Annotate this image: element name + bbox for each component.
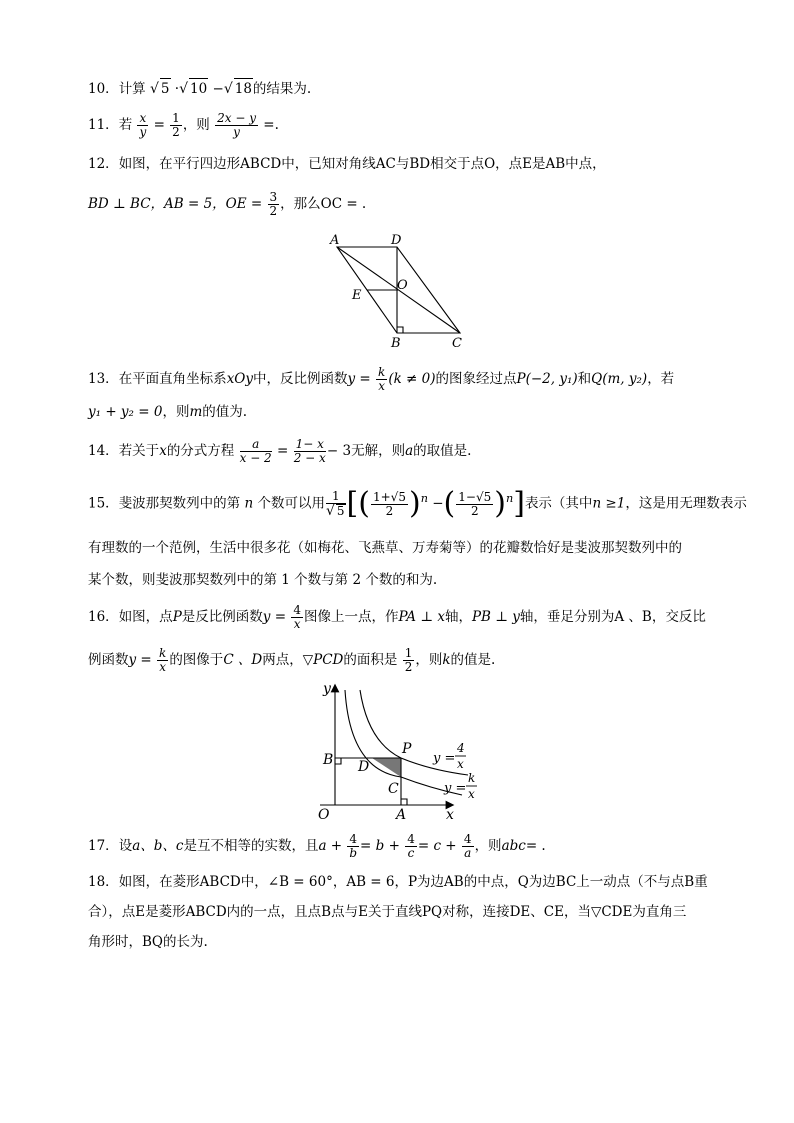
label-c: C [452, 336, 462, 351]
question-13-line-2 [88, 402, 247, 422]
right-angle-b [335, 758, 341, 764]
shaded-triangle-pcd [372, 758, 401, 777]
label-a: A [330, 233, 340, 248]
q16-number: 16． [88, 609, 119, 625]
q15-fraction-coef: $\frac{1}{√ 5}$ [325, 489, 345, 519]
q11-fraction-xy [137, 112, 148, 139]
q16-triangle: ▽PCD [302, 652, 344, 668]
q16-mid3: 轴， [444, 609, 472, 625]
q10-suffix: 的结果为. [252, 81, 312, 97]
q14-tail: 的取值是. [413, 443, 472, 459]
q13-prefix: 在平面直角坐标系 [118, 371, 227, 387]
q15-n: n [244, 495, 254, 512]
q11-number: 11． [88, 117, 119, 133]
q16-tail: ，交反比 [651, 609, 706, 625]
q12-text-2a: BD ⊥ BC，AB = 5，OE = [88, 196, 263, 212]
right-angle-a [401, 799, 407, 805]
q17-four-1: 4 [349, 832, 358, 846]
q14-minus3: − 3 [326, 443, 352, 459]
label-o: O [397, 278, 408, 293]
q15-tail: ，这是用无理数表示 [625, 495, 747, 512]
q13-mid: 中，反比例函数 [253, 371, 348, 387]
q12-frac-den: 2 [269, 204, 278, 218]
q11-prefix: 若 [118, 117, 133, 133]
parallelogram-abcd [337, 247, 460, 333]
q12-fraction [268, 191, 280, 218]
q10-radicand-1: 5 [160, 78, 171, 99]
q13-tail: ，若 [647, 371, 675, 387]
q13-xoy: xOy [226, 371, 253, 387]
curve-label-2-num: k [468, 771, 476, 785]
curve-label-2-lhs: y = [444, 781, 467, 796]
q18-number: 18． [88, 874, 119, 890]
q14-mid: 的分式方程 [166, 443, 235, 459]
q13-x: x [378, 379, 386, 393]
q16-fraction-half [403, 647, 415, 674]
q13-k: k [378, 365, 386, 379]
q15-mid: 个数可以用 [257, 495, 325, 512]
question-16-line-2: 例函数y = $\frac{k}{x}$ 的图像于C 、D两点，▽PCD的面积是 $\frac{1}{2}$ ，则k的值是. [88, 646, 496, 674]
q13-text-2a: y₁ + y₂ = 0 [88, 404, 163, 420]
q16-p: P [172, 609, 182, 625]
q16-one: 1 [404, 646, 413, 660]
q16-two: 2 [404, 660, 413, 674]
q11-half-num: 1 [172, 111, 180, 125]
q14-equals: = [277, 443, 289, 459]
q11-suffix: =. [263, 117, 279, 133]
label-p: P [402, 741, 412, 757]
question-15-line-1: 15．斐波那契数列中的第 n 个数可以用 $\frac{1}{√ 5}$ [( $\frac{1+√5}{2}$ )$^n$ −( $\frac{1-√5}{2}$ )$^n$]表示（其中n ≥1，这是用无理数表示 [88, 486, 747, 521]
q13-text-2c: 的值为. [202, 404, 248, 420]
q16-text-2e: ，则 [415, 652, 443, 668]
question-14 [88, 438, 471, 465]
question-15-line-2: 有理数的一个范例，生活中很多花（如梅花、飞燕草、万寿菊等）的花瓣数恰好是斐波那契数列中的 [88, 540, 682, 556]
q14-a-den: x − 2 [239, 451, 272, 465]
q13-cond: (k ≠ 0) [388, 371, 436, 387]
q17-four-2: 4 [407, 832, 415, 846]
label-c: C [388, 781, 399, 797]
q17-mid: 是互不相等的实数，且 [183, 838, 319, 854]
q11-expr-num: 2x − y [217, 111, 256, 125]
q15-number: 15． [88, 495, 119, 512]
q13-m: m [189, 404, 203, 420]
q17-prod: abc [501, 838, 526, 854]
q15-t2-num: 1−√5 [458, 489, 492, 504]
q17-b: b [349, 846, 358, 860]
q10-prefix: 计算 [118, 81, 146, 97]
q16-text-2f: 的值是. [450, 652, 496, 668]
q17-a: a + [318, 838, 343, 854]
q14-number: 14． [88, 443, 119, 459]
q17-aa: a [464, 846, 472, 860]
question-12-line-1 [88, 154, 606, 174]
q16-text-2c: 两点， [262, 652, 303, 668]
question-18-line-2: 合），点E是菱形ABCD内的一点，且点B点与E关于直线PQ对称，连接DE、CE，当▽CDE为直角三 [88, 904, 687, 920]
q16-pa: PA ⊥ x [398, 609, 445, 625]
axis-label-x: x [446, 807, 454, 823]
q10-number: 10． [88, 81, 119, 97]
question-17 [88, 833, 546, 860]
right-angle-mark [397, 327, 403, 333]
question-12-line-2 [88, 191, 366, 218]
q15-t1-num: 1+√5 [372, 489, 406, 504]
q15-prefix: 斐波那契数列中的第 [118, 495, 241, 512]
q11-x: x [139, 111, 147, 125]
q14-b-den: 2 − x [293, 451, 326, 465]
q17-eq2: = c + [417, 838, 457, 854]
q16-k: k [159, 646, 167, 660]
q16-pb: PB ⊥ y [471, 609, 520, 625]
curve-label-2-den: x [468, 787, 475, 801]
curve-4-over-x [360, 690, 468, 775]
label-b: B [391, 336, 401, 351]
q16-prefix: 如图，点 [118, 609, 173, 625]
q14-a-num: a [240, 438, 272, 452]
question-11 [88, 112, 279, 139]
q15-cond: n ≥1 [592, 495, 626, 512]
q12-text-1: 如图，在平行四边形ABCD中，已知对角线AC与BD相交于点O，点E是AB中点， [118, 156, 606, 172]
q12-frac-num: 3 [269, 190, 278, 204]
diagonal-ac [337, 247, 460, 333]
q11-equals: = [153, 117, 165, 133]
question-16-line-1 [88, 604, 706, 631]
q16-fraction-kx [157, 647, 168, 674]
q13-point-q: Q(m, y₂) [591, 371, 648, 387]
q14-post: 无解，则 [351, 443, 406, 459]
question-15-line-3: 某个数，则斐波那契数列中的第 1 个数与第 2 个数的和为. [88, 572, 438, 588]
q13-post: 的图象经过点 [435, 371, 517, 387]
q12-text-2b: ，那么OC = . [280, 196, 367, 212]
q11-half-den: 2 [172, 125, 180, 139]
q11-mid: ，则 [182, 117, 210, 133]
q15-one: 1 [326, 490, 346, 504]
q10-radicand-3: 18 [234, 78, 253, 99]
label-a: A [396, 807, 407, 823]
curve-k-over-x [345, 690, 462, 795]
q16-mid1: 是反比例函数 [181, 609, 263, 625]
curve-label-1-den: x [457, 757, 464, 771]
q13-point-p: P(−2, y₁) [516, 371, 578, 387]
q16-text-2a: 例函数 [88, 652, 129, 668]
q16-four: 4 [293, 603, 301, 617]
q14-x: x [159, 443, 167, 459]
q13-number: 13． [88, 371, 119, 387]
q13-fraction [376, 366, 387, 393]
q11-fraction-half [170, 112, 182, 139]
q16-mid2: 图像上一点，作 [303, 609, 399, 625]
q15-power-1: n [420, 492, 428, 505]
q16-cd: C 、D [223, 652, 263, 668]
q17-four-3: 4 [463, 832, 472, 846]
q11-fraction-expr [215, 112, 258, 139]
q11-y: y [139, 125, 147, 139]
q16-kk: k [442, 652, 451, 668]
q17-fraction-b [347, 833, 359, 860]
q15-t2-den: 2 [470, 503, 479, 518]
q18-text-1: 如图，在菱形ABCD中，∠B = 60°，AB = 6，P为边AB的中点，Q为边BC上一动点（不与点B重 [118, 874, 708, 890]
q16-y-eq: y = [262, 609, 287, 625]
q16-x: x [293, 617, 301, 631]
q14-fraction-b [294, 438, 326, 465]
curve-label-1-lhs: y = [433, 751, 456, 766]
q17-prefix: 设 [118, 838, 133, 854]
q11-expr-den: y [233, 125, 240, 139]
q10-radicand-2: 10 [189, 78, 208, 99]
label-origin: O [318, 807, 330, 823]
label-d: D [358, 759, 370, 775]
q13-y-eq: y = [347, 371, 371, 387]
q17-post: ，则 [474, 838, 502, 854]
q12-number: 12． [88, 156, 119, 172]
q13-text-2b: ，则 [162, 404, 190, 420]
q17-fraction-c [405, 833, 417, 860]
q17-abc: a、b、c [132, 838, 184, 854]
q13-and: 和 [577, 371, 592, 387]
q14-a: a [405, 443, 414, 459]
q15-post: 表示（其中 [524, 495, 593, 512]
q14-fraction-a [240, 438, 272, 465]
label-e: E [352, 288, 362, 303]
q16-fraction-4x [291, 604, 303, 631]
q15-fraction-t2 [456, 491, 493, 518]
q16-mid4: 轴，垂足分别为 [519, 609, 615, 625]
q17-fraction-a [462, 833, 474, 860]
question-18-line-3: 角形时，BQ的长为. [88, 934, 208, 950]
label-d: D [391, 233, 402, 248]
q14-b-num: 1− x [295, 437, 324, 451]
q17-tail: = . [525, 838, 546, 854]
question-18-line-1 [88, 872, 708, 892]
q15-power-2: n [505, 492, 514, 505]
curve-label-1-num: 4 [457, 741, 465, 755]
label-b: B [323, 752, 334, 768]
q17-eq1: = b + [360, 838, 400, 854]
axis-label-y: y [323, 681, 331, 697]
q15-sqrt5: 5 [336, 504, 345, 518]
q15-fraction-t1 [371, 491, 408, 518]
q16-text-2b: 的图像于 [169, 652, 224, 668]
question-13-line-1 [88, 366, 674, 393]
q17-number: 17． [88, 838, 119, 854]
q16-text-2d: 的面积是 [343, 652, 398, 668]
q15-t1-den: 2 [385, 503, 394, 518]
q17-c: c [407, 846, 415, 860]
q16-ab: A 、B [614, 609, 652, 625]
q16-x2: x [159, 660, 167, 674]
question-10: 10．计算 √ 5 ·√ 10 −√ 18的结果为. [88, 78, 311, 99]
q14-prefix: 若关于 [118, 443, 160, 459]
